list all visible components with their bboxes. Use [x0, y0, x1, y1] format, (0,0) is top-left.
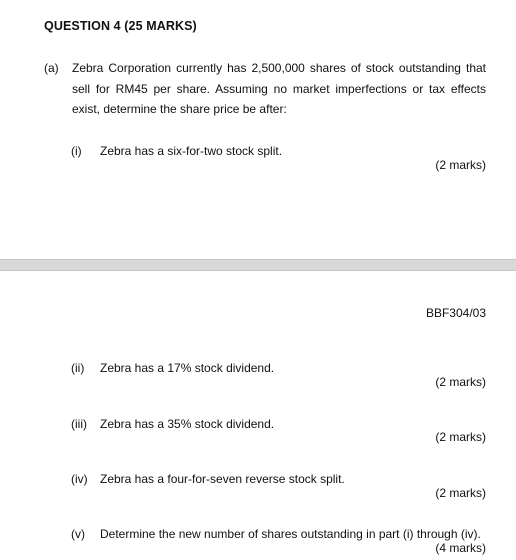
subpart-text: Determine the new number of shares outstanding in part (i) through (iv).: [100, 527, 481, 541]
subpart-marks: (2 marks): [435, 375, 486, 389]
subpart-label: (i): [71, 144, 82, 158]
subpart-label: (iv): [71, 472, 88, 486]
subpart-label: (iii): [71, 417, 87, 431]
subpart-text: Zebra has a 17% stock dividend.: [100, 361, 275, 375]
question-title: QUESTION 4 (25 MARKS): [44, 19, 197, 33]
subpart-text: Zebra has a 35% stock dividend.: [100, 417, 275, 431]
subpart-marks: (4 marks): [435, 541, 486, 555]
subpart-text: Zebra has a four-for-seven reverse stock split.: [100, 472, 345, 486]
course-code: BBF304/03: [425, 306, 486, 320]
subpart-label: (ii): [71, 361, 85, 375]
part-label: (a): [44, 61, 59, 75]
subpart-marks: (2 marks): [435, 430, 486, 444]
subpart-marks: (2 marks): [435, 158, 486, 172]
page-break: [0, 259, 516, 271]
exam-page-top: [0, 0, 516, 259]
exam-page-bottom: [0, 271, 516, 560]
subpart-marks: (2 marks): [435, 486, 486, 500]
subpart-text: Zebra has a six-for-two stock split.: [100, 144, 283, 158]
question-stem: Zebra Corporation currently has 2,500,000 shares of stock outstanding that sell for RM45 per share. Assuming no market imperfections or tax effects exist, determine the share price be after:: [72, 61, 486, 116]
subpart-label: (v): [71, 527, 85, 541]
